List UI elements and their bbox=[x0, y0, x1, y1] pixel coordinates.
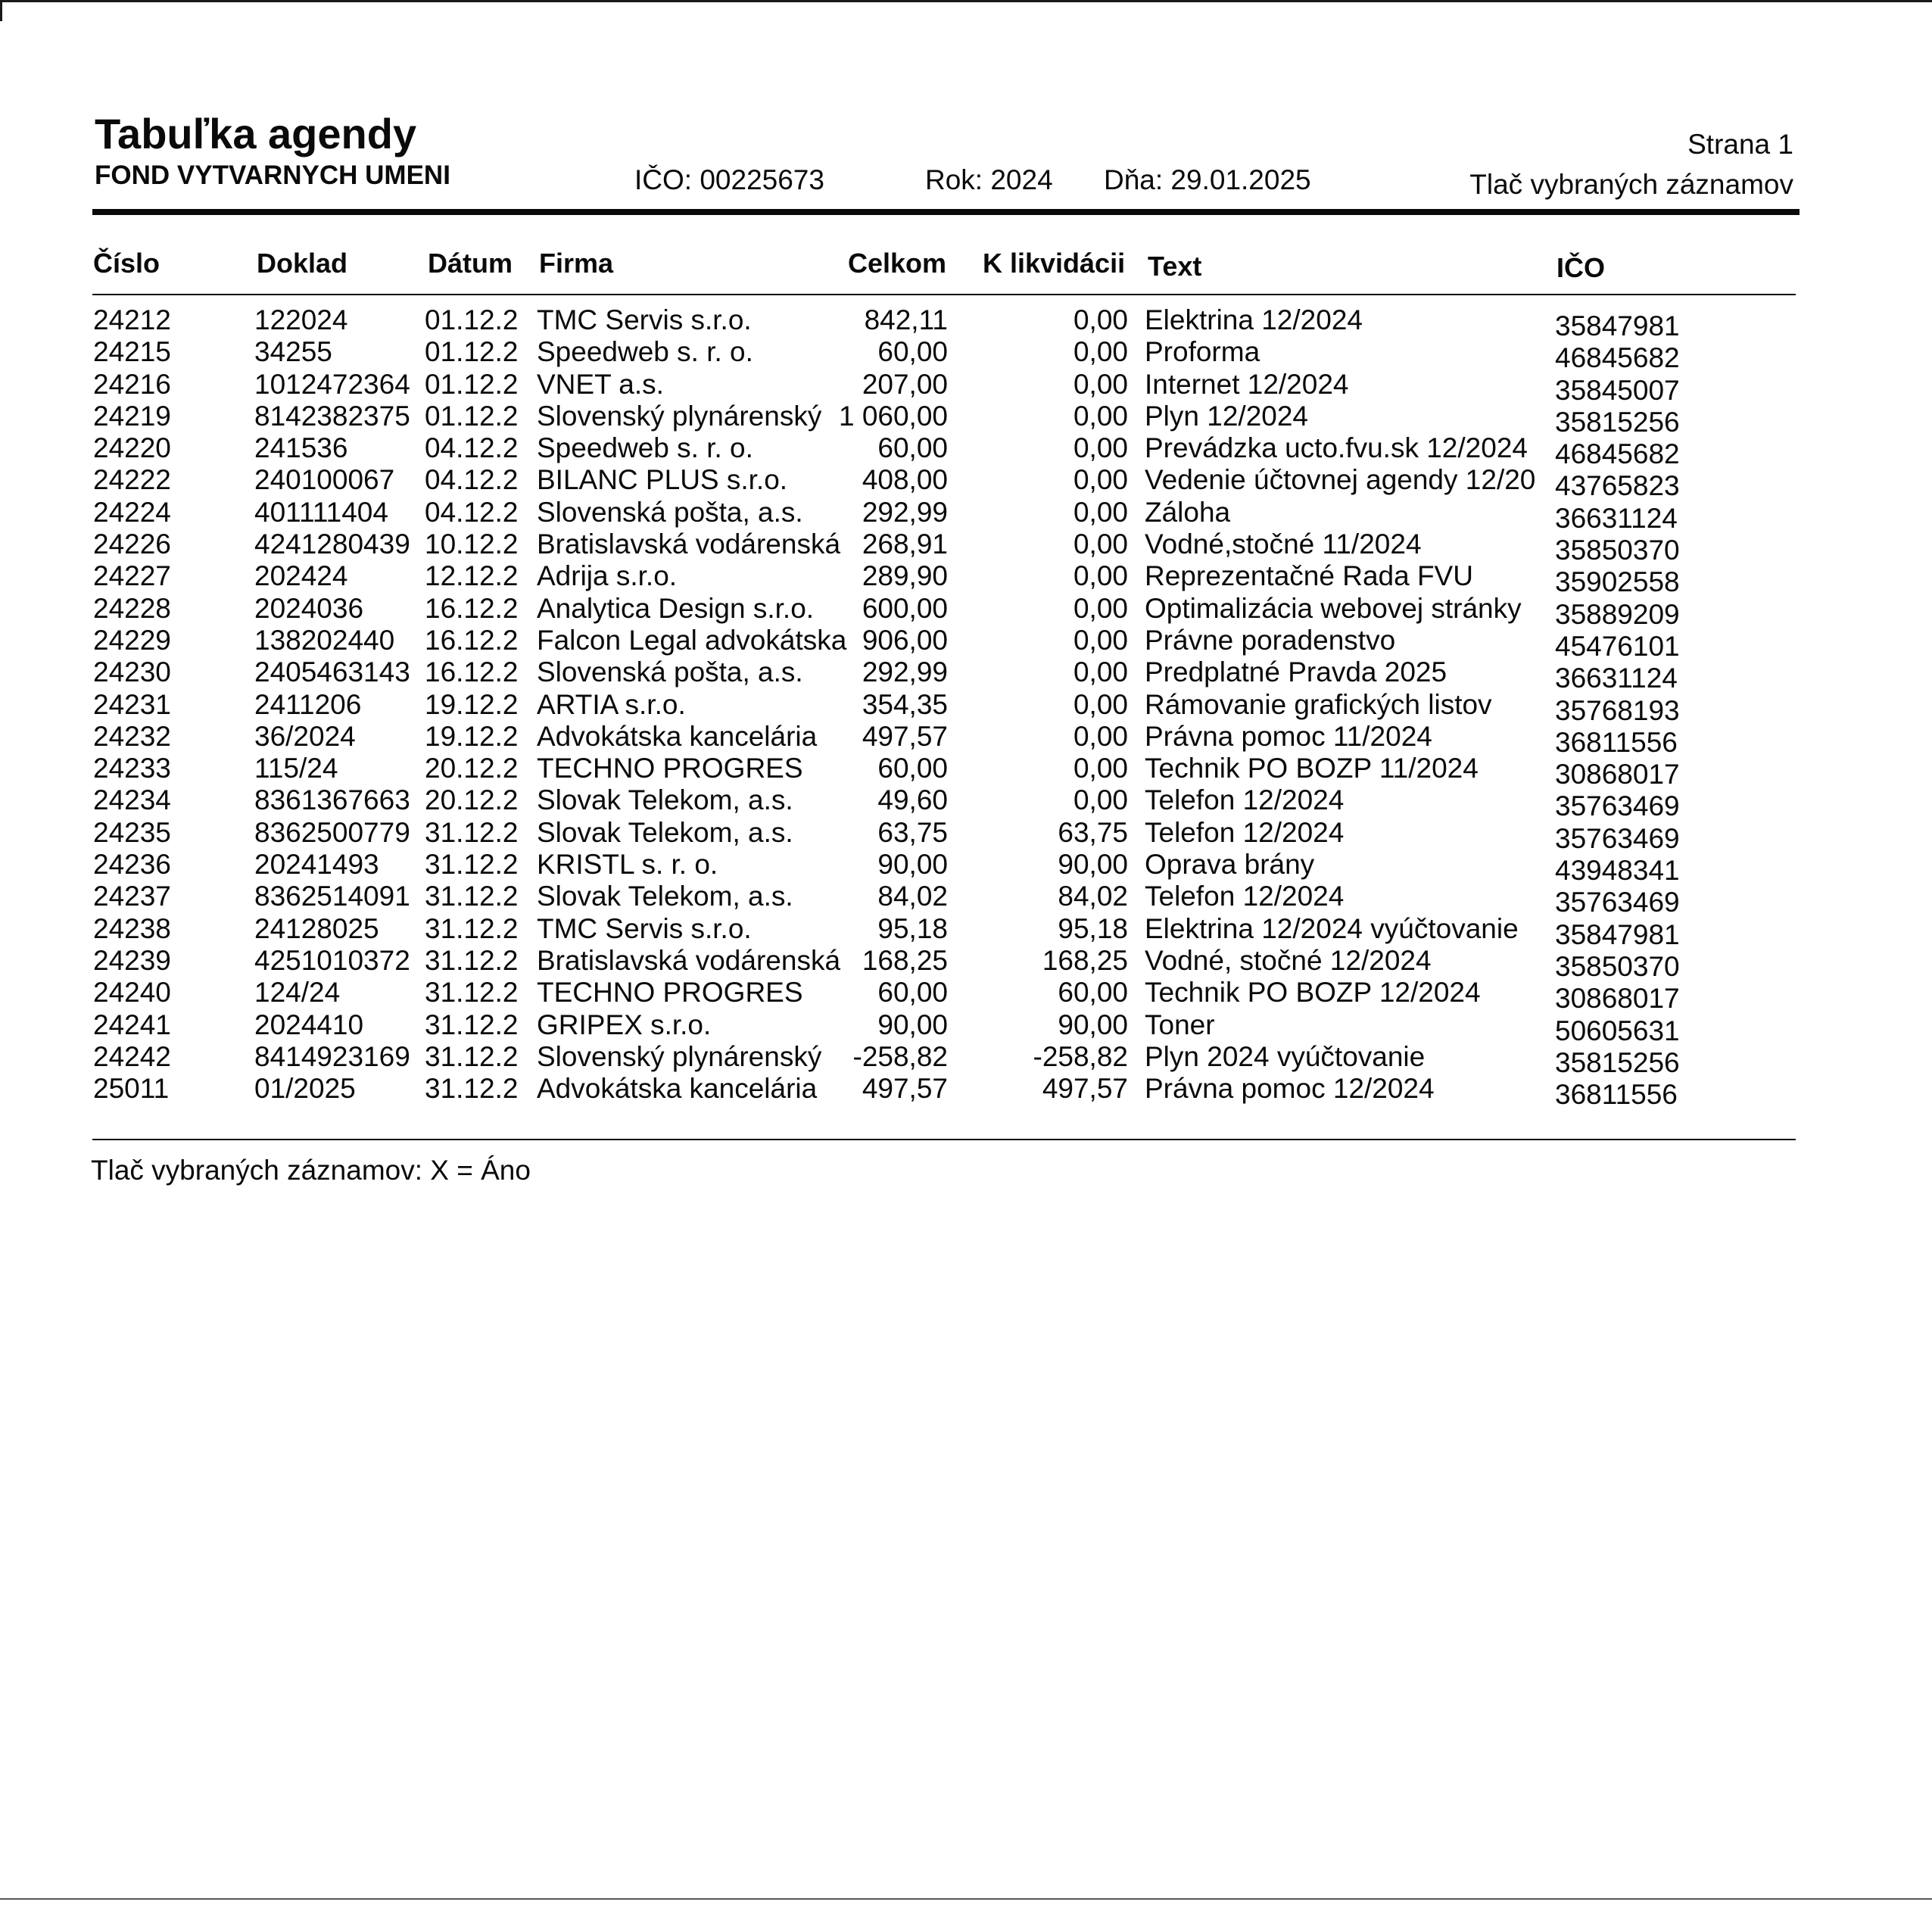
cell-firma: VNET a.s. bbox=[537, 368, 664, 400]
cell-text: Právne poradenstvo bbox=[1145, 624, 1396, 656]
cell-cislo: 24237 bbox=[93, 881, 171, 912]
cell-cislo: 24242 bbox=[93, 1040, 171, 1072]
cell-datum: 01.12.2 bbox=[425, 304, 519, 335]
table-row bbox=[0, 944, 1932, 982]
cell-k-likvidacii: 90,00 bbox=[1058, 1009, 1128, 1040]
cell-datum: 31.12.2 bbox=[425, 1073, 519, 1105]
column-header-ico: IČO bbox=[1557, 252, 1606, 283]
cell-firma: Speedweb s. r. o. bbox=[537, 432, 753, 464]
cell-ico: 35815256 bbox=[1555, 1046, 1680, 1078]
cell-cislo: 24215 bbox=[93, 336, 171, 368]
cell-text: Proforma bbox=[1145, 336, 1260, 368]
cell-text: Prevádzka ucto.fvu.sk 12/2024 bbox=[1145, 432, 1528, 464]
cell-doklad: 202424 bbox=[254, 560, 348, 592]
organization-name: FOND VYTVARNYCH UMENI bbox=[95, 161, 450, 190]
table-row bbox=[0, 496, 1932, 534]
cell-doklad: 8414923169 bbox=[254, 1040, 410, 1072]
cell-k-likvidacii: 0,00 bbox=[1073, 528, 1128, 560]
cell-celkom: 90,00 bbox=[877, 1009, 948, 1040]
cell-cislo: 24231 bbox=[93, 688, 171, 720]
cell-datum: 31.12.2 bbox=[425, 1009, 519, 1040]
cell-celkom: 842,11 bbox=[864, 304, 948, 335]
cell-firma: Bratislavská vodárenská bbox=[537, 944, 841, 976]
cell-k-likvidacii: 497,57 bbox=[1042, 1073, 1128, 1105]
cell-celkom: 292,99 bbox=[862, 496, 948, 528]
cell-cislo: 24239 bbox=[93, 944, 171, 976]
table-row bbox=[0, 1073, 1932, 1111]
cell-doklad: 01/2025 bbox=[254, 1073, 356, 1105]
cell-cislo: 24228 bbox=[93, 592, 171, 624]
cell-datum: 31.12.2 bbox=[425, 912, 519, 944]
cell-k-likvidacii: 0,00 bbox=[1073, 784, 1128, 816]
table-row bbox=[0, 336, 1932, 374]
cell-firma: TECHNO PROGRES bbox=[537, 753, 803, 784]
cell-k-likvidacii: 168,25 bbox=[1042, 944, 1128, 976]
cell-ico: 43765823 bbox=[1555, 470, 1680, 502]
cell-k-likvidacii: 0,00 bbox=[1073, 400, 1128, 432]
table-row bbox=[0, 400, 1932, 438]
cell-datum: 31.12.2 bbox=[425, 881, 519, 912]
cell-datum: 01.12.2 bbox=[425, 400, 519, 432]
cell-cislo: 24232 bbox=[93, 720, 171, 752]
report-year: Rok: 2024 bbox=[925, 164, 1053, 195]
cell-ico: 45476101 bbox=[1555, 630, 1680, 662]
cell-ico: 30868017 bbox=[1555, 983, 1680, 1015]
cell-celkom: -258,82 bbox=[852, 1040, 948, 1072]
cell-ico: 35847981 bbox=[1555, 918, 1680, 950]
cell-doklad: 241536 bbox=[254, 432, 348, 464]
cell-celkom: 95,18 bbox=[877, 912, 948, 944]
cell-datum: 01.12.2 bbox=[425, 336, 519, 368]
cell-doklad: 8142382375 bbox=[254, 400, 410, 432]
cell-firma: Slovak Telekom, a.s. bbox=[537, 881, 793, 912]
cell-cislo: 24226 bbox=[93, 528, 171, 560]
cell-celkom: 1 060,00 bbox=[838, 400, 948, 432]
cell-text: Právna pomoc 11/2024 bbox=[1145, 720, 1432, 752]
cell-k-likvidacii: 90,00 bbox=[1058, 849, 1128, 881]
cell-cislo: 24220 bbox=[93, 432, 171, 464]
cell-celkom: 906,00 bbox=[862, 624, 948, 656]
cell-text: Internet 12/2024 bbox=[1145, 368, 1349, 400]
cell-cislo: 24230 bbox=[93, 656, 171, 688]
organization-ico: IČO: 00225673 bbox=[634, 164, 824, 195]
cell-k-likvidacii: 95,18 bbox=[1058, 912, 1128, 944]
cell-firma: Slovak Telekom, a.s. bbox=[537, 784, 793, 816]
cell-datum: 16.12.2 bbox=[425, 592, 519, 624]
cell-firma: Slovenský plynárenský bbox=[537, 400, 822, 432]
agenda-table-body bbox=[0, 304, 1932, 1111]
cell-datum: 10.12.2 bbox=[425, 528, 519, 560]
cell-k-likvidacii: 84,02 bbox=[1058, 881, 1128, 912]
cell-k-likvidacii: 60,00 bbox=[1058, 977, 1128, 1009]
cell-ico: 35850370 bbox=[1555, 535, 1680, 566]
cell-doklad: 36/2024 bbox=[254, 720, 356, 752]
report-date: Dňa: 29.01.2025 bbox=[1104, 164, 1311, 195]
cell-celkom: 60,00 bbox=[877, 432, 948, 464]
cell-text: Záloha bbox=[1145, 496, 1231, 528]
cell-firma: BILANC PLUS s.r.o. bbox=[537, 464, 788, 496]
cell-firma: Slovak Telekom, a.s. bbox=[537, 816, 793, 848]
cell-firma: TMC Servis s.r.o. bbox=[537, 912, 752, 944]
cell-firma: Slovenský plynárenský bbox=[537, 1040, 822, 1072]
table-row bbox=[0, 881, 1932, 918]
header-rule bbox=[92, 209, 1800, 215]
cell-cislo: 24229 bbox=[93, 624, 171, 656]
cell-doklad: 2024410 bbox=[254, 1009, 364, 1040]
table-row bbox=[0, 304, 1932, 341]
cell-datum: 16.12.2 bbox=[425, 624, 519, 656]
cell-firma: Analytica Design s.r.o. bbox=[537, 592, 815, 624]
cell-k-likvidacii: -258,82 bbox=[1033, 1040, 1128, 1072]
cell-ico: 36631124 bbox=[1555, 502, 1678, 534]
cell-celkom: 84,02 bbox=[877, 881, 948, 912]
cell-k-likvidacii: 0,00 bbox=[1073, 656, 1128, 688]
cell-firma: Bratislavská vodárenská bbox=[537, 528, 841, 560]
table-row bbox=[0, 849, 1932, 887]
cell-ico: 46845682 bbox=[1555, 342, 1680, 374]
cell-ico: 36811556 bbox=[1555, 1079, 1678, 1111]
cell-datum: 31.12.2 bbox=[425, 977, 519, 1009]
cell-celkom: 63,75 bbox=[877, 816, 948, 848]
cell-k-likvidacii: 0,00 bbox=[1073, 496, 1128, 528]
cell-cislo: 24227 bbox=[93, 560, 171, 592]
cell-firma: KRISTL s. r. o. bbox=[537, 849, 718, 881]
cell-text: Vedenie účtovnej agendy 12/20 bbox=[1145, 464, 1536, 496]
table-row bbox=[0, 624, 1932, 662]
cell-datum: 31.12.2 bbox=[425, 816, 519, 848]
cell-ico: 43948341 bbox=[1555, 855, 1680, 887]
table-row bbox=[0, 528, 1932, 566]
cell-text: Plyn 2024 vyúčtovanie bbox=[1145, 1040, 1426, 1072]
cell-ico: 35763469 bbox=[1555, 887, 1680, 918]
cell-firma: GRIPEX s.r.o. bbox=[537, 1009, 712, 1040]
cell-text: Optimalizácia webovej stránky bbox=[1145, 592, 1522, 624]
cell-ico: 35763469 bbox=[1555, 790, 1680, 822]
table-row bbox=[0, 1040, 1932, 1078]
column-header-doklad: Doklad bbox=[257, 248, 348, 279]
cell-celkom: 90,00 bbox=[877, 849, 948, 881]
column-header-cislo: Číslo bbox=[93, 248, 160, 279]
cell-ico: 30868017 bbox=[1555, 759, 1680, 790]
cell-text: Vodné, stočné 12/2024 bbox=[1145, 944, 1432, 976]
column-header-k-likvidacii: K likvidácii bbox=[983, 248, 1126, 279]
table-row bbox=[0, 688, 1932, 726]
cell-cislo: 25011 bbox=[93, 1073, 170, 1105]
table-row bbox=[0, 753, 1932, 790]
cell-cislo: 24236 bbox=[93, 849, 171, 881]
cell-text: Technik PO BOZP 11/2024 bbox=[1145, 753, 1479, 784]
column-header-datum: Dátum bbox=[428, 248, 513, 279]
cell-k-likvidacii: 0,00 bbox=[1073, 592, 1128, 624]
cell-text: Rámovanie grafických listov bbox=[1145, 688, 1492, 720]
cell-celkom: 292,99 bbox=[862, 656, 948, 688]
cell-celkom: 600,00 bbox=[862, 592, 948, 624]
cell-datum: 16.12.2 bbox=[425, 656, 519, 688]
column-header-firma: Firma bbox=[539, 248, 614, 279]
cell-celkom: 60,00 bbox=[877, 977, 948, 1009]
cell-doklad: 1012472364 bbox=[254, 368, 410, 400]
cell-ico: 35768193 bbox=[1555, 694, 1680, 726]
cell-doklad: 24128025 bbox=[254, 912, 379, 944]
cell-k-likvidacii: 0,00 bbox=[1073, 368, 1128, 400]
cell-cislo: 24240 bbox=[93, 977, 171, 1009]
cell-celkom: 289,90 bbox=[862, 560, 948, 592]
cell-k-likvidacii: 0,00 bbox=[1073, 688, 1128, 720]
table-row bbox=[0, 432, 1932, 470]
cell-k-likvidacii: 0,00 bbox=[1073, 336, 1128, 368]
table-row bbox=[0, 1009, 1932, 1046]
cell-datum: 04.12.2 bbox=[425, 496, 519, 528]
cell-celkom: 60,00 bbox=[877, 336, 948, 368]
cell-text: Toner bbox=[1145, 1009, 1215, 1040]
column-header-rule bbox=[92, 294, 1796, 295]
cell-doklad: 124/24 bbox=[254, 977, 341, 1009]
cell-doklad: 240100067 bbox=[254, 464, 395, 496]
print-mode: Tlač vybraných záznamov bbox=[1469, 169, 1793, 200]
cell-celkom: 408,00 bbox=[862, 464, 948, 496]
cell-ico: 35902558 bbox=[1555, 566, 1680, 598]
cell-cislo: 24216 bbox=[93, 368, 171, 400]
cell-datum: 04.12.2 bbox=[425, 464, 519, 496]
cell-text: Plyn 12/2024 bbox=[1145, 400, 1309, 432]
cell-doklad: 34255 bbox=[254, 336, 332, 368]
cell-firma: Falcon Legal advokátska bbox=[537, 624, 847, 656]
cell-doklad: 401111404 bbox=[254, 496, 388, 528]
cell-cislo: 24238 bbox=[93, 912, 171, 944]
table-row bbox=[0, 560, 1932, 598]
column-header-text: Text bbox=[1148, 251, 1202, 282]
table-row bbox=[0, 816, 1932, 854]
cell-ico: 50605631 bbox=[1555, 1015, 1680, 1046]
cell-ico: 35889209 bbox=[1555, 598, 1680, 630]
cell-datum: 20.12.2 bbox=[425, 784, 519, 816]
table-row bbox=[0, 912, 1932, 950]
cell-k-likvidacii: 0,00 bbox=[1073, 464, 1128, 496]
cell-ico: 46845682 bbox=[1555, 438, 1680, 470]
cell-firma: Slovenská pošta, a.s. bbox=[537, 496, 803, 528]
cell-text: Telefon 12/2024 bbox=[1145, 881, 1345, 912]
cell-k-likvidacii: 0,00 bbox=[1073, 753, 1128, 784]
cell-ico: 35845007 bbox=[1555, 374, 1680, 406]
cell-doklad: 138202440 bbox=[254, 624, 395, 656]
cell-text: Oprava brány bbox=[1145, 849, 1315, 881]
cell-text: Elektrina 12/2024 bbox=[1145, 304, 1363, 335]
cell-ico: 36811556 bbox=[1555, 726, 1678, 758]
cell-text: Právna pomoc 12/2024 bbox=[1145, 1073, 1435, 1105]
table-row bbox=[0, 720, 1932, 758]
cell-datum: 01.12.2 bbox=[425, 368, 519, 400]
cell-firma: Advokátska kancelária bbox=[537, 1073, 818, 1105]
cell-cislo: 24234 bbox=[93, 784, 171, 816]
column-header-celkom: Celkom bbox=[848, 248, 947, 279]
cell-doklad: 4251010372 bbox=[254, 944, 410, 976]
cell-k-likvidacii: 63,75 bbox=[1058, 816, 1128, 848]
cell-text: Technik PO BOZP 12/2024 bbox=[1145, 977, 1481, 1009]
cell-cislo: 24241 bbox=[93, 1009, 171, 1040]
cell-celkom: 49,60 bbox=[877, 784, 948, 816]
cell-firma: Speedweb s. r. o. bbox=[537, 336, 753, 368]
table-row bbox=[0, 592, 1932, 630]
cell-firma: TECHNO PROGRES bbox=[537, 977, 803, 1009]
cell-doklad: 20241493 bbox=[254, 849, 379, 881]
cell-celkom: 268,91 bbox=[862, 528, 948, 560]
cell-ico: 36631124 bbox=[1555, 663, 1678, 694]
cell-cislo: 24235 bbox=[93, 816, 171, 848]
cell-doklad: 2024036 bbox=[254, 592, 364, 624]
cell-datum: 31.12.2 bbox=[425, 944, 519, 976]
cell-celkom: 168,25 bbox=[862, 944, 948, 976]
cell-celkom: 497,57 bbox=[862, 720, 948, 752]
cell-datum: 19.12.2 bbox=[425, 688, 519, 720]
cell-cislo: 24222 bbox=[93, 464, 171, 496]
cell-k-likvidacii: 0,00 bbox=[1073, 624, 1128, 656]
cell-datum: 04.12.2 bbox=[425, 432, 519, 464]
cell-celkom: 207,00 bbox=[862, 368, 948, 400]
cell-ico: 35763469 bbox=[1555, 822, 1680, 854]
table-row bbox=[0, 464, 1932, 502]
cell-cislo: 24224 bbox=[93, 496, 171, 528]
cell-datum: 31.12.2 bbox=[425, 1040, 519, 1072]
cell-ico: 35815256 bbox=[1555, 406, 1680, 438]
cell-text: Telefon 12/2024 bbox=[1145, 816, 1345, 848]
cell-celkom: 497,57 bbox=[862, 1073, 948, 1105]
cell-firma: Adrija s.r.o. bbox=[537, 560, 678, 592]
cell-cislo: 24233 bbox=[93, 753, 171, 784]
cell-text: Predplatné Pravda 2025 bbox=[1145, 656, 1447, 688]
cell-k-likvidacii: 0,00 bbox=[1073, 304, 1128, 335]
cell-celkom: 354,35 bbox=[862, 688, 948, 720]
cell-ico: 35850370 bbox=[1555, 950, 1680, 982]
cell-cislo: 24212 bbox=[93, 304, 171, 335]
cell-k-likvidacii: 0,00 bbox=[1073, 432, 1128, 464]
cell-datum: 12.12.2 bbox=[425, 560, 519, 592]
cell-firma: Slovenská pošta, a.s. bbox=[537, 656, 803, 688]
cell-text: Elektrina 12/2024 vyúčtovanie bbox=[1145, 912, 1519, 944]
page-number: Strana 1 bbox=[1687, 129, 1793, 160]
cell-k-likvidacii: 0,00 bbox=[1073, 560, 1128, 592]
cell-doklad: 8362514091 bbox=[254, 881, 410, 912]
cell-text: Vodné,stočné 11/2024 bbox=[1145, 528, 1422, 560]
cell-text: Reprezentačné Rada FVU bbox=[1145, 560, 1473, 592]
cell-doklad: 2411206 bbox=[254, 688, 362, 720]
cell-text: Telefon 12/2024 bbox=[1145, 784, 1345, 816]
cell-ico: 35847981 bbox=[1555, 310, 1680, 341]
scan-edge-top bbox=[0, 0, 1932, 2]
table-row bbox=[0, 368, 1932, 406]
cell-doklad: 8361367663 bbox=[254, 784, 410, 816]
cell-datum: 31.12.2 bbox=[425, 849, 519, 881]
cell-firma: ARTIA s.r.o. bbox=[537, 688, 686, 720]
scan-edge-left bbox=[0, 0, 2, 21]
cell-cislo: 24219 bbox=[93, 400, 171, 432]
table-row bbox=[0, 784, 1932, 822]
cell-celkom: 60,00 bbox=[877, 753, 948, 784]
cell-doklad: 115/24 bbox=[254, 753, 338, 784]
cell-doklad: 8362500779 bbox=[254, 816, 410, 848]
cell-datum: 20.12.2 bbox=[425, 753, 519, 784]
cell-firma: Advokátska kancelária bbox=[537, 720, 818, 752]
cell-firma: TMC Servis s.r.o. bbox=[537, 304, 752, 335]
cell-doklad: 4241280439 bbox=[254, 528, 410, 560]
table-row bbox=[0, 656, 1932, 694]
print-selection-note: Tlač vybraných záznamov: X = Áno bbox=[91, 1155, 531, 1186]
scan-edge-bottom bbox=[0, 1898, 1932, 1900]
table-row bbox=[0, 977, 1932, 1015]
cell-k-likvidacii: 0,00 bbox=[1073, 720, 1128, 752]
cell-doklad: 2405463143 bbox=[254, 656, 410, 688]
table-end-rule bbox=[92, 1139, 1796, 1140]
cell-doklad: 122024 bbox=[254, 304, 348, 335]
cell-datum: 19.12.2 bbox=[425, 720, 519, 752]
report-title: Tabuľka agendy bbox=[95, 110, 417, 157]
